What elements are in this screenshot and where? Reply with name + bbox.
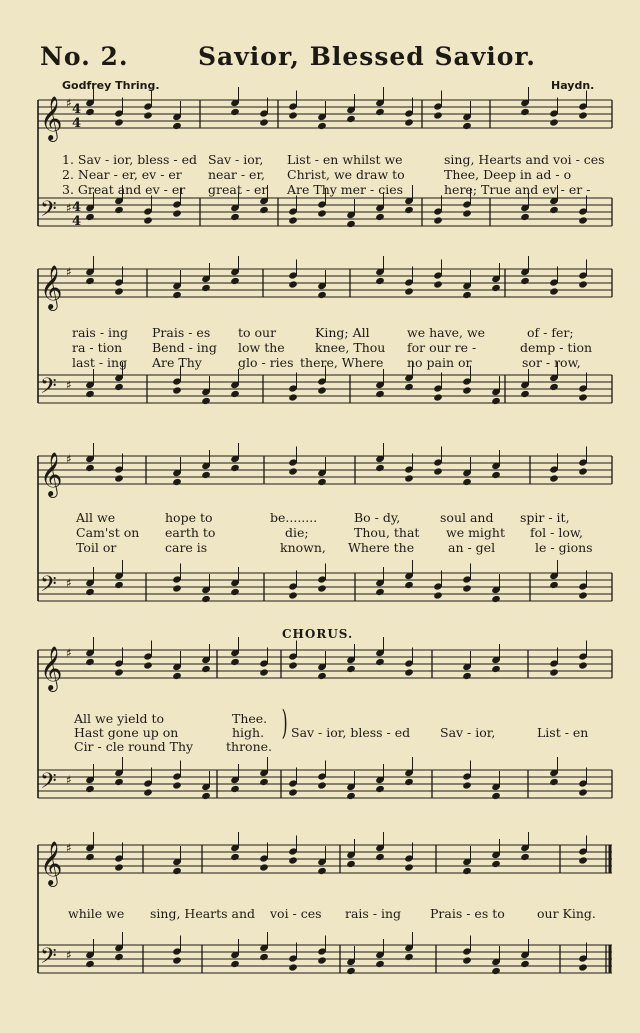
bass-clef-icon: 𝄢 (40, 769, 57, 799)
lyric-s2-v3-6: sor - row, (522, 355, 581, 370)
note-head (259, 778, 269, 786)
note-head (230, 277, 240, 285)
lyric-s2-v3-3: glo - ries (238, 355, 294, 370)
note-head (578, 467, 588, 475)
note-head (143, 111, 153, 119)
note-head (317, 867, 327, 875)
lyric-s3-v1-4: Bo - dy, (354, 510, 401, 525)
time-signature-icon: 4 (72, 116, 82, 131)
note-head (462, 209, 472, 217)
lyric-s3-v2-6: fol - low, (530, 525, 584, 540)
lyric-s4-v2-2: high. (232, 725, 265, 740)
lyric-s2-v1-5: we have, we (407, 325, 486, 340)
note-head (578, 963, 588, 971)
note-head (317, 478, 327, 486)
lyric-s3-v1-5: soul and (440, 510, 494, 525)
note-head (520, 390, 530, 398)
lyric-s2-v3-1: last - ing (72, 355, 128, 370)
lyric-s2-v1-4: King; All (315, 325, 370, 340)
note-head (520, 108, 530, 116)
note-head (404, 287, 414, 295)
note-head (404, 778, 414, 786)
note-head (114, 953, 124, 961)
lyric-s2-v2-5: for our re - (407, 340, 477, 355)
note-head (549, 287, 559, 295)
hymn-title: Savior, Blessed Savior. (198, 42, 537, 71)
lyric-s5-3: voi - ces (270, 906, 322, 921)
note-head (462, 122, 472, 130)
note-head (578, 788, 588, 796)
note-head (520, 960, 530, 968)
note-head (172, 672, 182, 680)
note-head (201, 665, 211, 673)
note-head (114, 383, 124, 391)
note-head (288, 591, 298, 599)
sharp-icon: ♯ (66, 948, 72, 962)
note-head (288, 467, 298, 475)
note-head (114, 778, 124, 786)
note-head (172, 956, 182, 964)
note-head (317, 122, 327, 130)
note-head (85, 464, 95, 472)
note-head (85, 853, 95, 861)
lyric-s1-v1-2: Sav - ior, (208, 152, 264, 167)
note-head (230, 960, 240, 968)
note-head (375, 853, 385, 861)
note-head (259, 863, 269, 871)
note-head (578, 591, 588, 599)
sharp-icon: ♯ (66, 452, 72, 466)
note-head (549, 206, 559, 214)
lyric-s3-v1-2: hope to (165, 510, 213, 525)
lyric-s5-5: Prais - es to (430, 906, 505, 921)
note-head (375, 213, 385, 221)
note-head (433, 111, 443, 119)
note-head (578, 393, 588, 401)
note-head (520, 853, 530, 861)
note-head (317, 584, 327, 592)
composer: Haydn. (551, 79, 595, 92)
note-head (404, 668, 414, 676)
treble-clef-icon: 𝄞 (40, 452, 63, 496)
note-head (578, 280, 588, 288)
note-head (433, 280, 443, 288)
note-head (114, 118, 124, 126)
note-head (462, 584, 472, 592)
lyric-s1-v3-3: Are Thy mer - cies (287, 182, 404, 197)
chorus-label: CHORUS. (282, 627, 354, 641)
note-head (375, 658, 385, 666)
note-head (259, 668, 269, 676)
note-head (346, 860, 356, 868)
lyric-s3-v2-2: earth to (165, 525, 216, 540)
note-head (578, 111, 588, 119)
note-head (259, 206, 269, 214)
note-head (288, 216, 298, 224)
lyric-s2-v1-3: to our (238, 325, 277, 340)
note-head (317, 209, 327, 217)
note-head (143, 216, 153, 224)
note-head (375, 785, 385, 793)
lyric-s4-v1-1: All we yield to (74, 711, 165, 726)
note-head (201, 792, 211, 800)
note-head (114, 863, 124, 871)
lyric-s3-v1-6: spir - it, (520, 510, 570, 525)
note-head (114, 668, 124, 676)
bass-clef-icon: 𝄢 (40, 572, 57, 602)
bass-clef-icon: 𝄢 (40, 944, 57, 974)
note-head (172, 291, 182, 299)
note-head (346, 665, 356, 673)
note-head (230, 658, 240, 666)
note-head (491, 860, 501, 868)
lyric-s4-v3-1: Cir - cle round Thy (74, 739, 194, 754)
note-head (491, 595, 501, 603)
lyric-s2-v1-6: of - fer; (527, 325, 574, 340)
note-head (317, 781, 327, 789)
note-head (230, 785, 240, 793)
sharp-icon: ♯ (66, 265, 72, 279)
lyric-s2-v2-3: low the (238, 340, 285, 355)
lyric-s3-v2-4: Thou, that (354, 525, 420, 540)
note-head (85, 658, 95, 666)
sharp-icon: ♯ (66, 201, 72, 215)
lyric-s1-v2-4: Thee, Deep in ad - o (444, 167, 572, 182)
note-head (230, 464, 240, 472)
note-head (85, 588, 95, 596)
note-head (346, 220, 356, 228)
lyric-s3-v1-3: be........ (270, 510, 318, 525)
note-head (259, 953, 269, 961)
sharp-icon: ♯ (66, 773, 72, 787)
time-signature-icon: 4 (72, 102, 82, 117)
lyric-s5-1: while we (68, 906, 125, 921)
note-head (549, 383, 559, 391)
note-head (578, 856, 588, 864)
lyric-s2-v2-2: Bend - ing (152, 340, 217, 355)
lyric-s4-v2-1: Hast gone up on (74, 725, 179, 740)
lyric-s2-v2-1: ra - tion (72, 340, 123, 355)
lyric-s4-v3-2: throne. (226, 739, 272, 754)
sharp-icon: ♯ (66, 96, 72, 110)
note-head (230, 108, 240, 116)
note-head (288, 963, 298, 971)
note-head (317, 386, 327, 394)
note-head (491, 397, 501, 405)
note-head (201, 397, 211, 405)
note-head (288, 856, 298, 864)
lyric-s3-v2-3: die; (285, 525, 309, 540)
note-head (462, 386, 472, 394)
bass-clef-icon: 𝄢 (40, 197, 57, 227)
note-head (288, 661, 298, 669)
note-head (346, 115, 356, 123)
note-head (375, 277, 385, 285)
treble-clef-icon: 𝄞 (40, 265, 63, 309)
note-head (491, 471, 501, 479)
lyric-s3-v2-1: Cam'st on (76, 525, 140, 540)
note-head (433, 393, 443, 401)
treble-clef-icon: 𝄞 (40, 646, 63, 690)
lyric-s2-v3-4: there, Where (300, 355, 384, 370)
lyric-s2-v2-4: knee, Thou (315, 340, 386, 355)
note-head (404, 118, 414, 126)
note-head (288, 788, 298, 796)
note-head (404, 953, 414, 961)
lyric-s5-4: rais - ing (345, 906, 402, 921)
note-head (520, 213, 530, 221)
note-head (201, 595, 211, 603)
note-head (549, 474, 559, 482)
note-head (375, 588, 385, 596)
note-head (433, 467, 443, 475)
sharp-icon: ♯ (66, 841, 72, 855)
note-head (259, 118, 269, 126)
note-head (404, 474, 414, 482)
note-head (143, 788, 153, 796)
note-head (172, 122, 182, 130)
note-head (288, 280, 298, 288)
lyric-s1-v3-2: great - er (208, 182, 268, 197)
note-head (85, 277, 95, 285)
treble-clef-icon: 𝄞 (40, 841, 63, 885)
lyric-s3-v3-5: an - gel (448, 540, 496, 555)
treble-clef-icon: 𝄞 (40, 96, 63, 140)
note-head (346, 967, 356, 975)
note-head (433, 216, 443, 224)
lyric-s2-v1-2: Prais - es (152, 325, 211, 340)
note-head (375, 464, 385, 472)
lyric-s4-chorus-3: List - en (537, 725, 589, 740)
note-head (549, 581, 559, 589)
lyric-s5-6: our King. (537, 906, 596, 921)
note-head (288, 111, 298, 119)
lyric-s3-v2-5: we might (446, 525, 505, 540)
note-head (404, 863, 414, 871)
note-head (230, 213, 240, 221)
note-head (172, 386, 182, 394)
lyric-s1-v1-4: sing, Hearts and voi - ces (444, 152, 605, 167)
lyric-s2-v3-5: no pain or (407, 355, 472, 370)
note-head (462, 478, 472, 486)
note-head (172, 867, 182, 875)
note-head (491, 792, 501, 800)
lyricist: Godfrey Thring. (62, 79, 160, 92)
lyric-s1-v2-2: near - er, (208, 167, 266, 182)
lyric-s3-v3-6: le - gions (535, 540, 593, 555)
note-head (549, 118, 559, 126)
note-head (85, 390, 95, 398)
lyric-s5-2: sing, Hearts and (150, 906, 256, 921)
note-head (114, 474, 124, 482)
lyric-s1-v1-3: List - en whilst we (287, 152, 403, 167)
lyric-s4-chorus-1: Sav - ior, bless - ed (291, 725, 411, 740)
note-head (172, 781, 182, 789)
lyric-s2-v2-6: demp - tion (520, 340, 593, 355)
lyric-s4-v1-2: Thee. (232, 711, 268, 726)
note-head (85, 960, 95, 968)
lyric-s1-v2-1: 2. Near - er, ev - er (62, 167, 182, 182)
note-head (462, 781, 472, 789)
note-head (172, 478, 182, 486)
note-head (201, 471, 211, 479)
note-head (230, 853, 240, 861)
note-head (578, 661, 588, 669)
lyric-s2-v1-1: rais - ing (72, 325, 129, 340)
lyric-s1-v1-1: 1. Sav - ior, bless - ed (62, 152, 198, 167)
note-head (404, 383, 414, 391)
lyric-s3-v3-2: care is (165, 540, 208, 555)
note-head (549, 668, 559, 676)
note-head (114, 206, 124, 214)
time-signature-icon: 4 (72, 214, 82, 229)
note-head (230, 588, 240, 596)
note-head (85, 213, 95, 221)
note-head (317, 956, 327, 964)
note-head (317, 672, 327, 680)
note-head (172, 584, 182, 592)
note-head (85, 785, 95, 793)
note-head (375, 108, 385, 116)
lyric-s1-v2-3: Christ, we draw to (287, 167, 405, 182)
note-head (520, 277, 530, 285)
note-head (404, 581, 414, 589)
note-head (404, 206, 414, 214)
note-head (491, 967, 501, 975)
note-head (578, 216, 588, 224)
note-head (549, 778, 559, 786)
lyric-s1-v3-4: here; True and ev - er - (444, 182, 591, 197)
note-head (462, 672, 472, 680)
bass-clef-icon: 𝄢 (40, 374, 57, 404)
lyric-s3-v3-3: known, (280, 540, 326, 555)
lyric-s1-v3-1: 3. Great and ev - er (62, 182, 186, 197)
note-head (375, 390, 385, 398)
note-head (85, 108, 95, 116)
verse-bracket: ) (281, 703, 288, 743)
lyric-s3-v3-1: Toil or (76, 540, 117, 555)
note-head (114, 287, 124, 295)
lyric-s3-v3-4: Where the (348, 540, 415, 555)
sharp-icon: ♯ (66, 646, 72, 660)
note-head (462, 956, 472, 964)
lyric-s2-v3-2: Are Thy (152, 355, 202, 370)
note-head (317, 291, 327, 299)
hymn-number: No. 2. (40, 42, 129, 71)
note-head (230, 390, 240, 398)
time-signature-icon: 4 (72, 200, 82, 215)
note-head (462, 291, 472, 299)
note-head (346, 792, 356, 800)
note-head (143, 661, 153, 669)
note-head (491, 665, 501, 673)
note-head (114, 581, 124, 589)
lyric-s4-chorus-2: Sav - ior, (440, 725, 496, 740)
sharp-icon: ♯ (66, 378, 72, 392)
note-head (462, 867, 472, 875)
sharp-icon: ♯ (66, 576, 72, 590)
note-head (433, 591, 443, 599)
note-head (491, 284, 501, 292)
note-head (288, 393, 298, 401)
note-head (375, 960, 385, 968)
note-head (172, 209, 182, 217)
note-head (201, 284, 211, 292)
lyric-s3-v1-1: All we (76, 510, 116, 525)
